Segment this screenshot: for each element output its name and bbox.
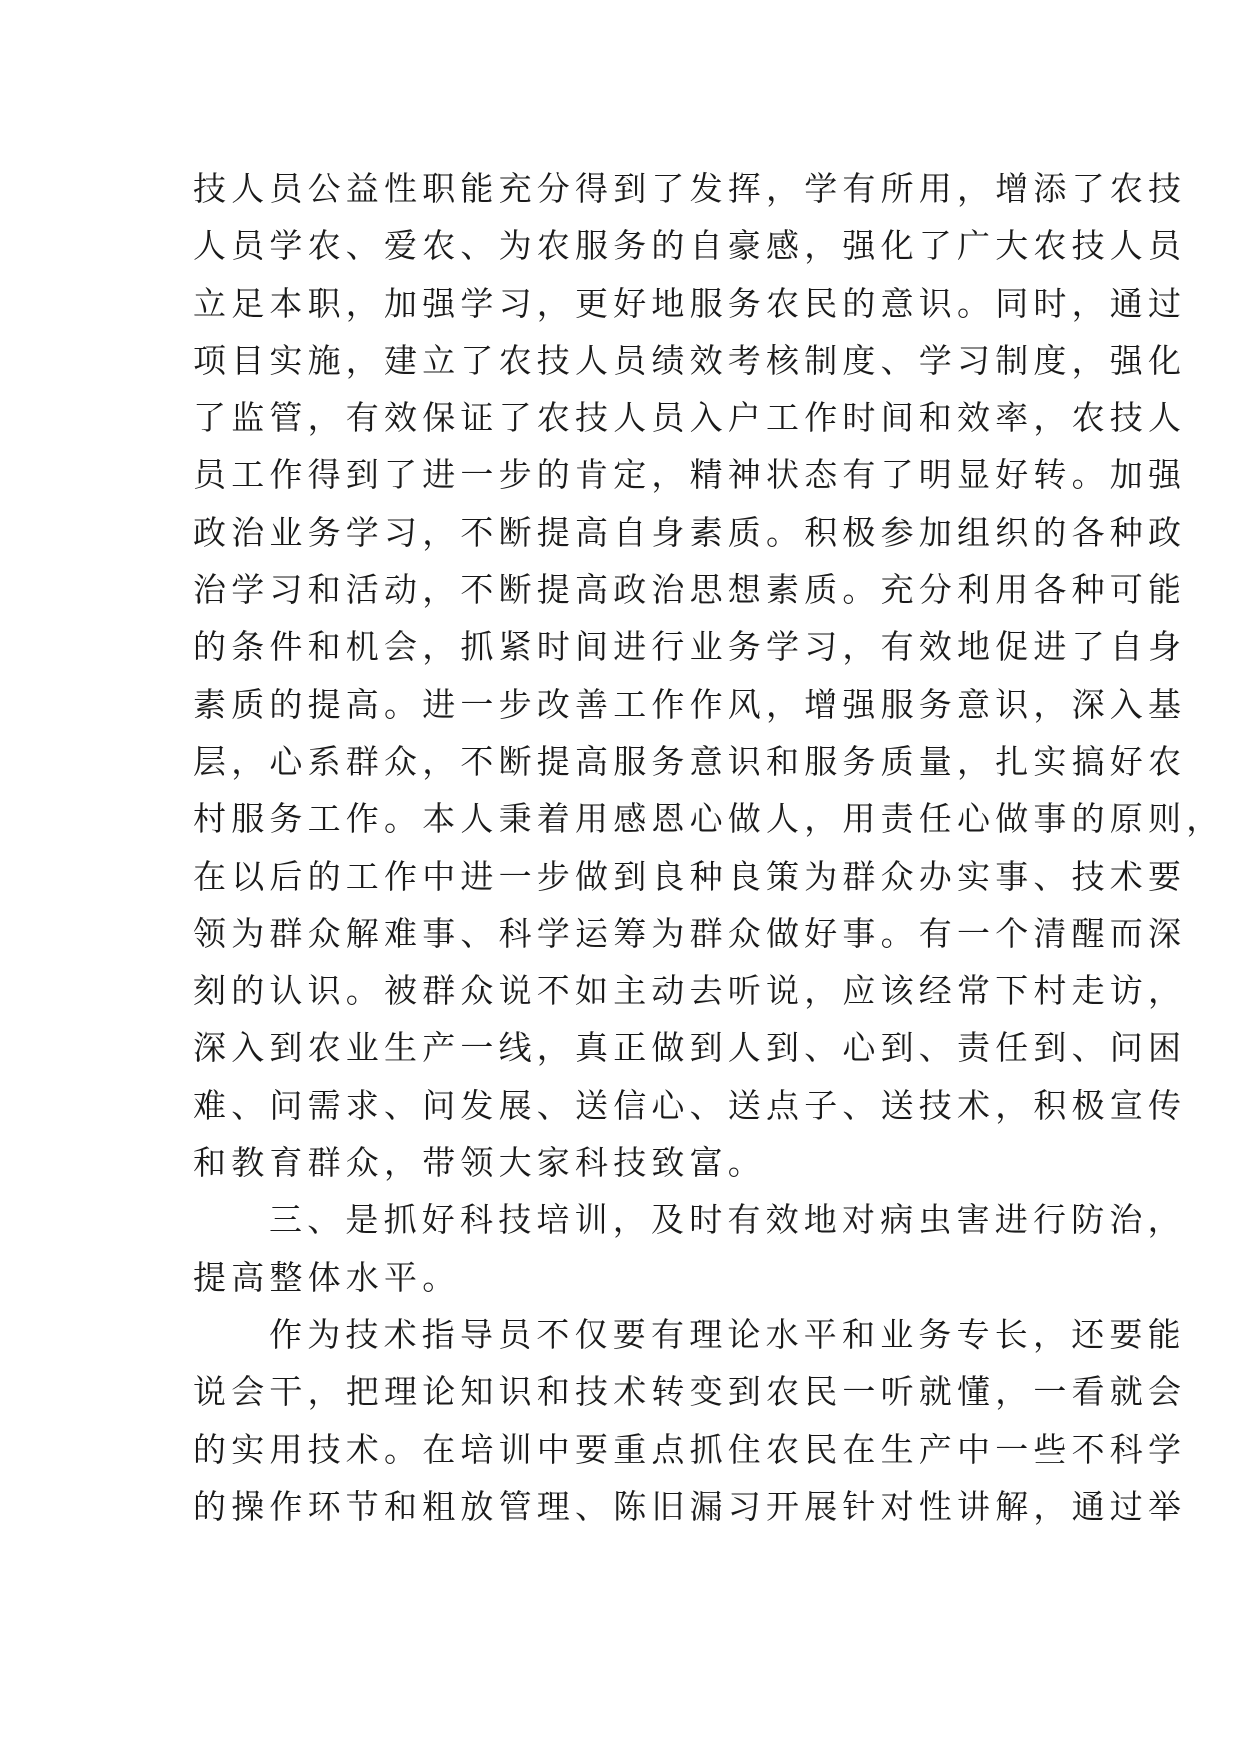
text-line: 素质的提高。进一步改善工作作风，增强服务意识，深入基 (193, 684, 1187, 724)
text-line: 技人员公益性职能充分得到了发挥，学有所用，增添了农技 (193, 169, 1187, 208)
text-line: 三、是抓好科技培训，及时有效地对病虫害进行防治， (269, 1200, 1186, 1240)
text-line: 了监管，有效保证了农技人员入户工作时间和效率，农技人 (193, 398, 1187, 438)
text-line: 刻的认识。被群众说不如主动去听说，应该经常下村走访， (193, 971, 1187, 1011)
text-line: 在以后的工作中进一步做到良种良策为群众办实事、技术要 (193, 856, 1187, 896)
text-line: 深入到农业生产一线，真正做到人到、心到、责任到、问困 (193, 1028, 1187, 1068)
text-line: 难、问需求、问发展、送信心、送点子、送技术，积极宣传 (193, 1085, 1187, 1125)
text-line: 的操作环节和粗放管理、陈旧漏习开展针对性讲解，通过举 (193, 1486, 1187, 1526)
text-line: 作为技术指导员不仅要有理论水平和业务专长，还要能 (269, 1314, 1186, 1354)
text-line: 层，心系群众，不断提高服务意识和服务质量，扎实搞好农 (193, 741, 1187, 781)
text-line: 提高整体水平。 (193, 1257, 461, 1297)
text-line: 项目实施，建立了农技人员绩效考核制度、学习制度，强化 (193, 340, 1187, 380)
text-line: 治学习和活动，不断提高政治思想素质。充分利用各种可能 (193, 570, 1187, 610)
text-line: 员工作得到了进一步的肯定，精神状态有了明显好转。加强 (193, 455, 1187, 495)
text-line: 政治业务学习，不断提高自身素质。积极参加组织的各种政 (193, 512, 1187, 552)
text-line: 人员学农、爱农、为农服务的自豪感，强化了广大农技人员 (193, 226, 1187, 266)
text-line: 和教育群众，带领大家科技致富。 (193, 1143, 766, 1183)
text-line: 说会干，把理论知识和技术转变到农民一听就懂，一看就会 (193, 1372, 1187, 1412)
text-line: 立足本职，加强学习，更好地服务农民的意识。同时，通过 (193, 283, 1187, 323)
text-line: 的实用技术。在培训中要重点抓住农民在生产中一些不科学 (193, 1429, 1187, 1469)
document-body (193, 160, 1225, 1535)
text-line: 的条件和机会，抓紧时间进行业务学习，有效地促进了自身 (193, 627, 1187, 667)
text-line: 领为群众解难事、科学运筹为群众做好事。有一个清醒而深 (193, 913, 1187, 953)
text-line: 村服务工作。本人秉着用感恩心做人，用责任心做事的原则， (193, 799, 1225, 839)
